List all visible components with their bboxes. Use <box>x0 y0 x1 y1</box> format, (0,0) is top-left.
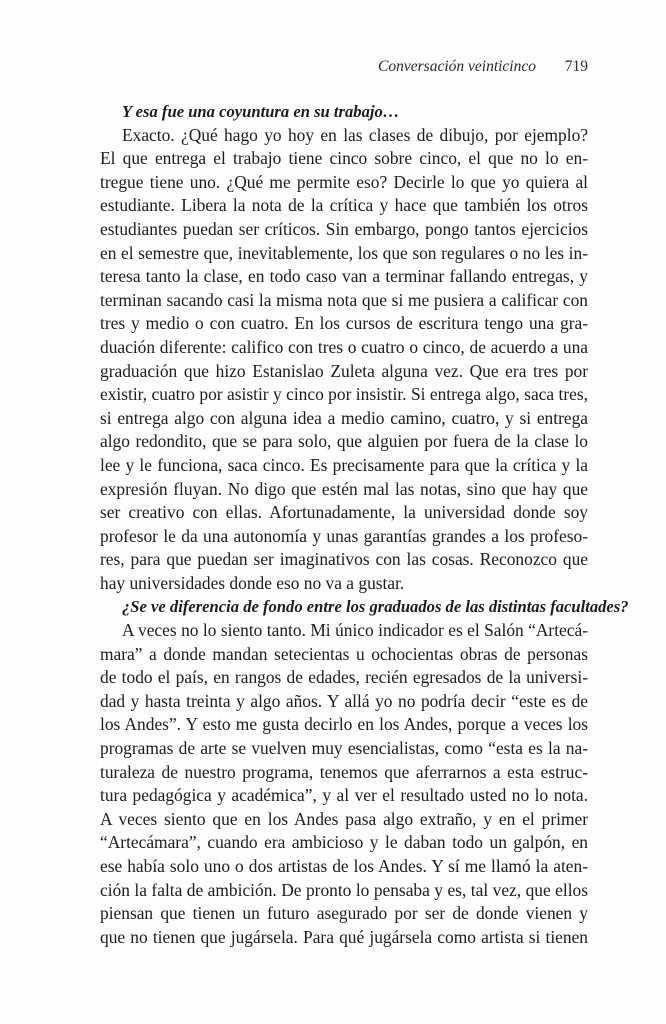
text-line: tregue tiene uno. ¿Qué me permite eso? Decirle lo que yo quiera al <box>100 171 588 192</box>
text-line: tura pedagógica y académica”, y al ver el resultado usted no lo nota. <box>100 785 588 806</box>
text-line: lee y le funciona, saca cinco. Es precisamente para que la crítica y la <box>100 454 588 475</box>
text-line: que no tienen que jugársela. Para qué jugársela como artista si tienen <box>100 926 588 947</box>
text-line: graduación que hizo Estanislao Zuleta alguna vez. Que era tres por <box>100 360 588 381</box>
text-line: Exacto. ¿Qué hago yo hoy en las clases de dibujo, por ejemplo? <box>122 124 588 145</box>
text-line: mara” a donde mandan setecientas u ochocientas obras de personas <box>100 643 588 664</box>
text-line: si entrega algo con alguna idea a medio camino, cuatro, y si entrega <box>100 407 588 428</box>
text-line: en el semestre que, inevitablemente, los que son regulares o no les in- <box>100 242 588 263</box>
text-line: duación diferente: califico con tres o cuatro o cinco, de acuerdo a una <box>100 336 588 357</box>
text-line: piensan que tienen un futuro asegurado por ser de donde vienen y <box>100 903 588 924</box>
text-line: teresa tanto la clase, en todo caso van a terminar fallando entregas, y <box>100 266 588 287</box>
answer-paragraph <box>100 124 588 596</box>
text-line: algo redondito, que se para solo, que alguien por fuera de la clase lo <box>100 431 588 452</box>
page-number: 719 <box>564 58 588 75</box>
text-line: profesor le da una autonomía y unas garantías grandes a los profeso- <box>100 525 588 546</box>
text-line: ser creativo con ellas. Afortunadamente, la universidad donde soy <box>100 502 588 523</box>
text-line: A veces no lo siento tanto. Mi único indicador es el Salón “Artecá- <box>122 620 588 641</box>
text-line: estudiante. Libera la nota de la crítica y hace que también los otros <box>100 195 588 216</box>
body-text <box>100 100 629 949</box>
text-line: “Artecámara”, cuando era ambicioso y le daban todo un galpón, en <box>100 832 588 853</box>
text-line: programas de arte se vuelven muy esencialistas, como “esta es la na- <box>100 738 588 759</box>
text-line: A veces siento que en los Andes pasa algo extraño, y en el primer <box>100 808 588 829</box>
interview-question: Y esa fue una coyuntura en su trabajo… <box>122 102 400 121</box>
text-line: expresión fluyan. No digo que estén mal las notas, sino que hay que <box>100 478 588 499</box>
text-line: res, para que puedan ser imaginativos con las cosas. Reconozco que <box>100 549 588 570</box>
running-head <box>100 58 588 80</box>
text-line: ción la falta de ambición. De pronto lo pensaba y es, tal vez, que ellos <box>100 879 588 900</box>
text-line: estudiantes puedan ser críticos. Sin embargo, pongo tantos ejercicios <box>100 218 588 239</box>
text-line: ese había solo uno o dos artistas de los Andes. Y sí me llamó la aten- <box>100 856 588 876</box>
text-line: tres y medio o con cuatro. En los cursos de escritura tengo una gra- <box>100 313 588 334</box>
interview-question: ¿Se ve diferencia de fondo entre los graduados de las distintas facultades? <box>122 597 629 617</box>
text-line: existir, cuatro por asistir y cinco por insistir. Si entrega algo, saca tres, <box>100 384 588 405</box>
text-line: turaleza de nuestro programa, tenemos que aferrarnos a esta estruc- <box>100 761 588 782</box>
text-line: dad y hasta treinta y algo años. Y allá yo no podría decir “este es de <box>100 690 588 711</box>
text-line: de todo el país, en rangos de edades, recién egresados de la universi- <box>100 667 588 688</box>
text-line: hay universidades donde eso no va a gustar. <box>100 572 405 593</box>
running-title: Conversación veinticinco <box>378 58 536 75</box>
text-line: El que entrega el trabajo tiene cinco sobre cinco, el que no lo en- <box>100 148 588 169</box>
answer-paragraph <box>100 619 588 949</box>
text-line: los Andes”. Y esto me gusta decirlo en los Andes, porque a veces los <box>100 714 588 735</box>
text-line: terminan sacando casi la misma nota que si me pusiera a calificar con <box>100 289 588 310</box>
